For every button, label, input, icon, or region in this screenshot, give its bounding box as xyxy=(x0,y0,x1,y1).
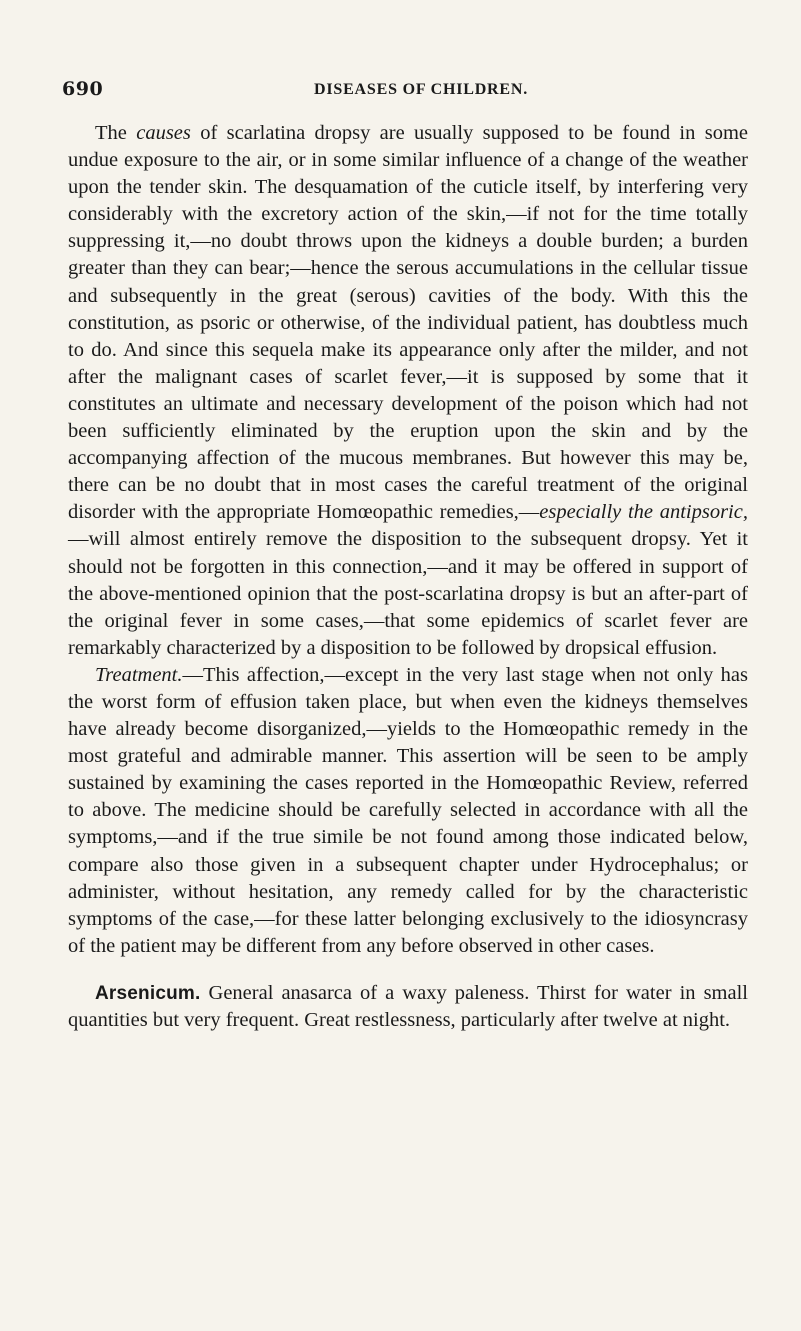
paragraph-treatment-text: —This affection,—except in the very last stage when not only has the worst form of effusion taken place, but when even the kidneys themselves have already become disorganized,—yields to the Homœopathic remedy in the most grateful and admirable manner. This assertion will be seen to be amply sustained by examining the cases reported in the Homœopathic Review, referred to above. The medicine should be carefully selected in accordance with all the symptoms,—and if the true simile be not found among those indicated below, compare also those given in a subsequent chapter under Hydrocephalus; or administer, without hesitation, any remedy called for by the characteristic symptoms of the case,—for these latter belonging exclusively to the idiosyncrasy of the patient may be different from any before observed in other cases. xyxy=(68,663,748,957)
running-title: DISEASES OF CHILDREN. xyxy=(314,81,529,98)
remedy-description: General anasarca of a waxy paleness. Thirst for water in small quantities but very frequent. Great restlessness, particularly after twelve at night. xyxy=(68,981,748,1031)
remedy-arsenicum xyxy=(68,980,748,1034)
paragraph-causes xyxy=(68,120,748,662)
antipsoric-emphasis: especially the antipsoric, xyxy=(539,501,748,524)
paragraph-treatment xyxy=(68,662,748,960)
treatment-heading: Treatment. xyxy=(95,663,183,686)
paragraph-causes-text: of scarlatina dropsy are usually supposed to be found in some undue exposure to the air, or in some similar influence of a change of the weather upon the tender skin. The desquamation of the cuticle itself, by interfering very considerably with the excretory action of the skin,—if not for the time totally suppressing it,—no doubt throws upon the kidneys a double burden; a burden greater than they can bear;—hence the serous accumulations in the cellular tissue and subsequently in the great (serous) cavities of the body. With this the constitution, as psoric or otherwise, of the individual patient, has doubtless much to do. And since this sequela make its appearance only after the milder, and not after the malignant cases of scarlet fever,—it is supposed by some that it constitutes an ultimate and necessary development of the poison which had not been sufficiently eliminated by the eruption upon the skin and by the accompanying affection of the mucous membranes. But however this may be, there can be no doubt that in most cases the careful treatment of the original disorder with the appropriate Homœopathic remedies,— xyxy=(68,122,748,524)
paragraph-causes-tail: —will almost entirely remove the disposition to the subsequent dropsy. Yet it should not be forgotten in this connection,—and it may be offered in support of the above-mentioned opinion that the post-scarlatina dropsy is but an after-part of the original fever in some cases,—that some epidemics of scarlet fever are remarkably characterized by a disposition to be followed by dropsical effusion. xyxy=(68,528,748,659)
body-text xyxy=(68,120,748,1034)
remedy-name: Arsenicum. xyxy=(95,982,201,1004)
causes-emphasis: causes xyxy=(136,122,191,144)
paragraph-causes-lead: The xyxy=(95,122,137,144)
page-number: 690 xyxy=(62,78,104,100)
page-header xyxy=(62,78,752,108)
